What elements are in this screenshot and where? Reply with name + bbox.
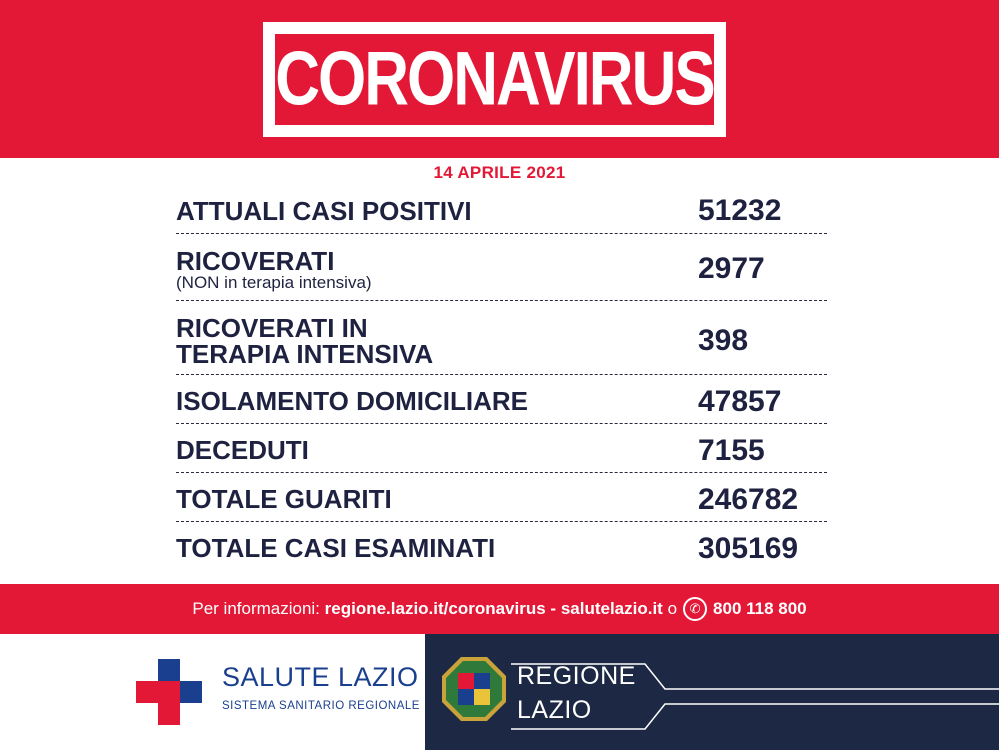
stat-value: 47857 xyxy=(698,385,782,418)
title-frame xyxy=(263,22,726,137)
stat-row-ricoverati xyxy=(176,234,827,301)
stat-value: 398 xyxy=(698,324,749,357)
stat-value: 2977 xyxy=(698,252,765,285)
salute-lazio-logo-area xyxy=(0,634,425,750)
info-prefix: Per informazioni: xyxy=(192,599,325,618)
regione-emblem-icon xyxy=(441,656,507,722)
stat-row-totale-guariti xyxy=(176,473,827,522)
stat-row-totale-casi-esaminati xyxy=(176,522,827,572)
regione-link[interactable]: regione.lazio.it/coronavirus xyxy=(324,599,546,618)
report-date: 14 APRILE 2021 xyxy=(433,163,566,182)
stat-label: TOTALE GUARITI xyxy=(176,484,392,514)
stat-value: 305169 xyxy=(698,532,799,565)
regione-line2: LAZIO xyxy=(517,696,592,724)
stat-row-isolamento-domiciliare xyxy=(176,375,827,424)
stat-label: ISOLAMENTO DOMICILIARE xyxy=(176,386,528,416)
page-title: CORONAVIRUS xyxy=(275,36,714,121)
stat-row-terapia-intensiva xyxy=(176,301,827,375)
salute-lazio-title: SALUTE LAZIO xyxy=(222,662,419,692)
stat-row-attuali-casi-positivi xyxy=(176,187,827,234)
header-band xyxy=(0,0,999,158)
stat-label: DECEDUTI xyxy=(176,435,309,465)
stat-value: 51232 xyxy=(698,194,782,227)
info-separator: - xyxy=(545,599,561,618)
stat-value: 246782 xyxy=(698,483,799,516)
stat-label: RICOVERATI IN xyxy=(176,313,368,343)
stat-label: TOTALE CASI ESAMINATI xyxy=(176,533,496,563)
stat-label: ATTUALI CASI POSITIVI xyxy=(176,196,472,226)
salute-lazio-subtitle: SISTEMA SANITARIO REGIONALE xyxy=(222,700,420,712)
stat-label: RICOVERATI xyxy=(176,246,335,276)
stat-label-line2: TERAPIA INTENSIVA xyxy=(176,339,434,369)
stat-value: 7155 xyxy=(698,434,765,467)
phone-number[interactable]: 800 118 800 xyxy=(713,599,807,618)
salutelazio-link[interactable]: salutelazio.it xyxy=(560,599,663,618)
stats-table xyxy=(176,187,827,572)
info-band xyxy=(0,584,999,634)
info-or: o xyxy=(662,599,678,618)
stat-sublabel: (NON in terapia intensiva) xyxy=(176,273,372,292)
circuit-lines-decoration xyxy=(425,634,999,750)
phone-icon: ✆ xyxy=(683,597,707,621)
regione-line1: REGIONE xyxy=(517,662,636,690)
stat-row-deceduti xyxy=(176,424,827,473)
cross-icon xyxy=(136,659,202,725)
regione-lazio-logo-area xyxy=(425,634,999,750)
